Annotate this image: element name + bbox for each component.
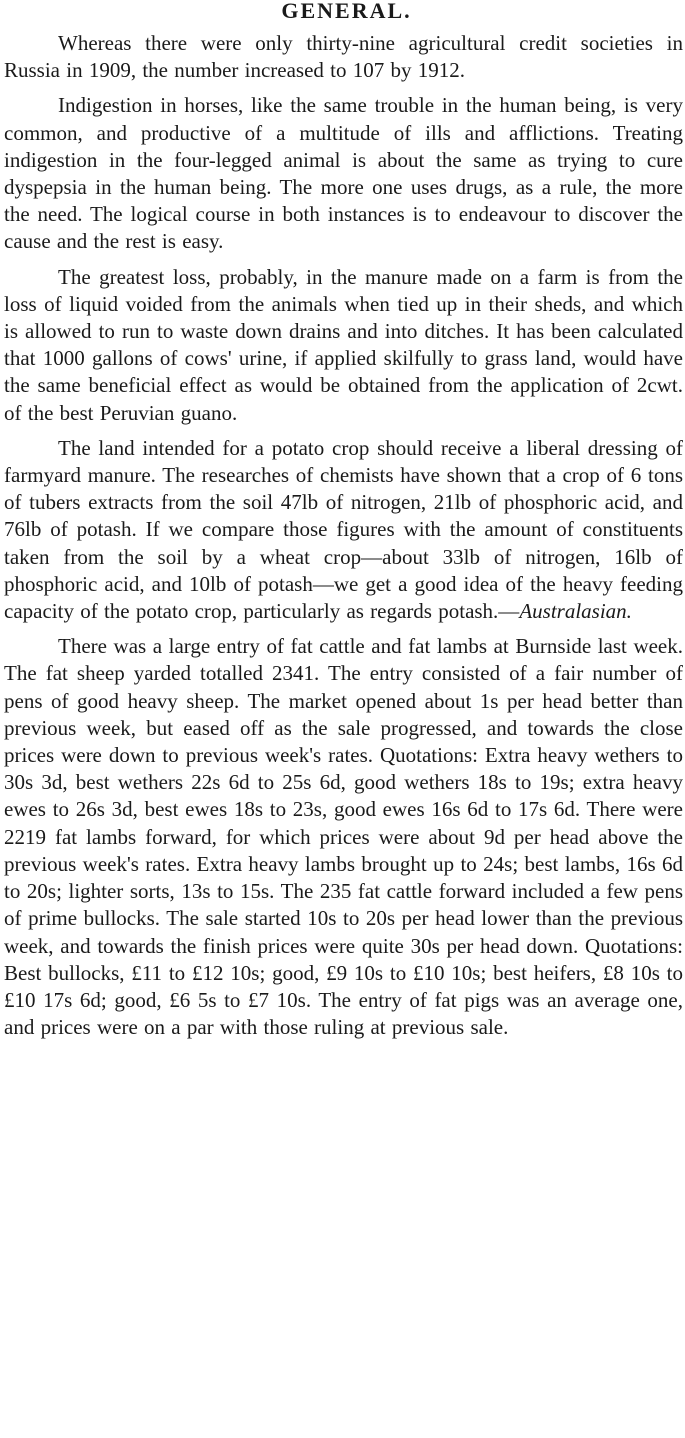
newspaper-column bbox=[4, 0, 683, 1049]
paragraph-burnside-market bbox=[4, 633, 683, 1041]
paragraph-manure-loss bbox=[4, 264, 683, 427]
paragraph-text: Whereas there were only thirty-nine agricultural credit societies in Russia in 1909, the number increased to 107 by 1912. bbox=[4, 31, 683, 83]
paragraph-text: The greatest loss, probably, in the manure made on a farm is from the loss of liquid voided from the animals when tied up in their sheds, and which is allowed to run to waste down drains and into ditches. It has been calculated that 1000 gallons of cows' urine, if applied skilfully to grass land, would have the same beneficial effect as would be obtained from the application of 2cwt. of the best Peruvian guano. bbox=[4, 264, 683, 425]
paragraph-text: The land intended for a potato crop should receive a liberal dressing of farmyard manure. The researches of chemists have shown that a crop of 6 tons of tubers extracts from the soil 47lb of nitrogen, 21lb of phosphoric acid, and 76lb of potash. If we compare those figures with the amount of constituents taken from the soil by a wheat crop—about 33lb of nitrogen, 16lb of phosphoric acid, and 10lb of potash—we get a good idea of the heavy feeding capacity of the potato crop, particularly as regards potash.— bbox=[4, 435, 683, 624]
paragraph-credit-societies bbox=[4, 30, 683, 84]
paragraph-text: Indigestion in horses, like the same trouble in the human being, is very common, and productive of a multitude of ills and afflictions. Treating indigestion in the four-legged animal is about the same as trying to cure dyspepsia in the human being. The more one uses drugs, as a rule, the more the need. The logical course in both instances is to endeavour to discover the cause and the rest is easy. bbox=[4, 93, 683, 254]
paragraph-potato-crop bbox=[4, 435, 683, 625]
paragraph-horse-indigestion bbox=[4, 92, 683, 255]
section-heading: GENERAL. bbox=[281, 0, 412, 23]
source-attribution: Australasian. bbox=[519, 599, 632, 624]
paragraph-text: There was a large entry of fat cattle and fat lambs at Burnside last week. The fat sheep yarded totalled 2341. The entry consisted of a fair number of pens of good heavy sheep. The market opened about 1s per head better than previous week, but eased off as the sale progressed, and towards the close prices were down to previous week's rates. Quotations: Extra heavy wethers to 30s 3d, best wethers 22s 6d to 25s 6d, good wethers 18s to 19s; extra heavy ewes to 26s 3d, best ewes 18s to 23s, good ewes 16s 6d to 17s 6d. There were 2219 fat lambs forward, for which prices were about 9d per head above the previous week's rates. Extra heavy lambs brought up to 24s; best lambs, 16s 6d to 20s; lighter sorts, 13s to 15s. The 235 fat cattle forward included a few pens of prime bullocks. The sale started 10s to 20s per head lower than the previous week, and towards the finish prices were quite 30s per head down. Quotations: Best bullocks, £11 to £12 10s; good, £9 10s to £10 10s; best heifers, £8 10s to £10 17s 6d; good, £6 5s to £7 10s. The entry of fat pigs was an average one, and prices were on a par with those ruling at previous sale. bbox=[4, 634, 683, 1040]
